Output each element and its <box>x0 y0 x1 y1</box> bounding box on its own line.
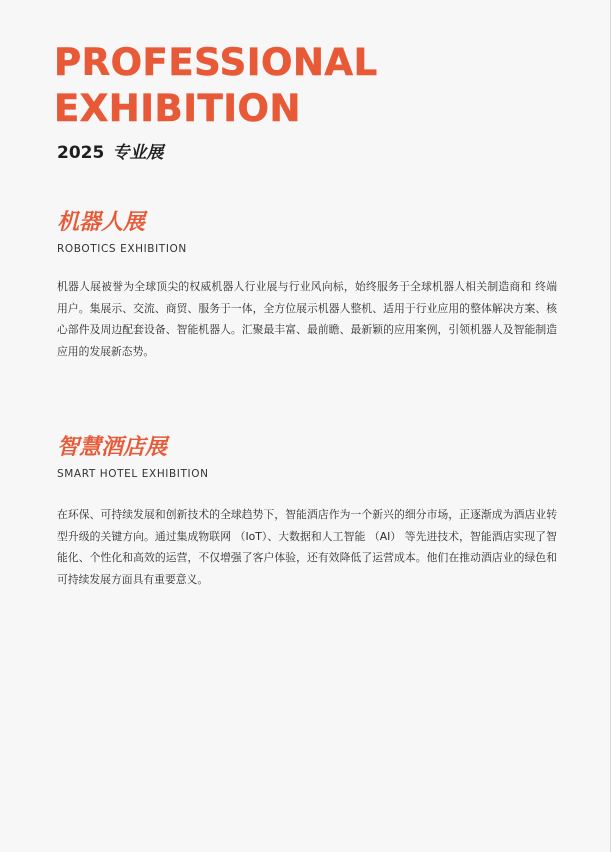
hero-title-line-1: PROFESSIONAL <box>54 41 378 84</box>
smart-hotel-description: 在环保、可持续发展和创新技术的全球趋势下，智能酒店作为一个新兴的细分市场，正逐渐成为酒店业转型升级的关键方向。通过集成物联网 （IoT）、大数据和人工智能 （AI） 等先进技术，智能酒店实现了智能化、个性化和高效的运营，不仅增强了客户体验，还有效降低了运营成本。他们在推动酒店业的绿色和可持续发展方面具有重要意义。 <box>57 508 557 586</box>
smart-hotel-subtitle: SMART HOTEL EXHIBITION <box>57 468 209 480</box>
robotics-title: 机器人展 <box>57 210 146 235</box>
robotics-subtitle: ROBOTICS EXHIBITION <box>57 243 187 255</box>
smart-hotel-section <box>57 433 557 590</box>
professional-exhibition-label: 专业展 <box>112 143 164 163</box>
smart-hotel-title: 智慧酒店展 <box>57 435 168 460</box>
robotics-description: 机器人展被誉为全球顶尖的权威机器人行业展与行业风向标，始终服务于全球机器人相关制造商和 终端用户。集展示、交流、商贸、服务于一体，全方位展示机器人整机、适用于行业应用的整体解决方案、核心部件及周边配套设备、智能机器人。汇聚最丰富、最前瞻、最新颖的应用案例，引领机器人及智能制造应用的发展新态势。 <box>57 280 557 358</box>
robotics-section <box>57 208 557 362</box>
year-subtitle <box>57 142 163 164</box>
year-label: 2025 <box>57 143 105 163</box>
hero-title-line-2: EXHIBITION <box>54 87 301 130</box>
hero-title <box>54 40 378 132</box>
